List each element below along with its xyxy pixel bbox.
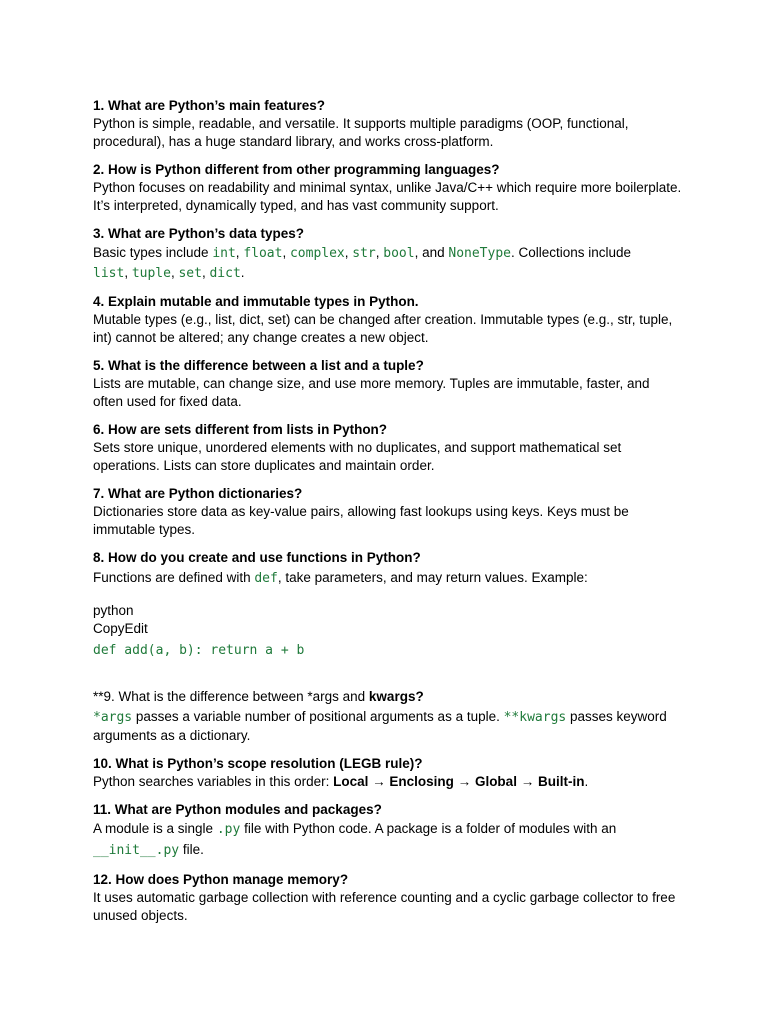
qa-item-10 [93,755,683,791]
code-snippet: def add(a, b): return a + b [93,643,305,658]
code-kwargs: **kwargs [503,710,567,725]
sep: , [124,265,132,280]
qa-item-3 [93,225,683,283]
answer-9-text: passes a variable number of positional arguments as a tuple. [132,709,504,724]
scope-global: Global [474,774,517,789]
sep: , [344,245,353,260]
qa-item-6 [93,421,683,475]
answer-7: Dictionaries store data as key-value pairs, allowing fast lookups using keys. Keys must be immutable types. [93,504,629,537]
answer-10 [93,773,683,791]
code-str: str [352,246,376,261]
qa-item-5 [93,357,683,411]
question-12: 12. How does Python manage memory? [93,872,349,887]
sep: , [170,265,179,280]
qa-item-7 [93,485,683,539]
question-7: 7. What are Python dictionaries? [93,486,303,501]
code-def: def [254,571,278,586]
qa-item-2 [93,161,683,215]
answer-8-text: Functions are defined with [93,570,255,585]
code-dict: dict [209,266,241,281]
sep: , [235,245,244,260]
answer-8-text-post: , take parameters, and may return values. Example: [277,570,588,585]
qa-item-11 [93,801,683,861]
question-5: 5. What is the difference between a list and a tuple? [93,358,424,373]
scope-local: Local [333,774,369,789]
code-block [93,602,683,660]
question-2: 2. How is Python different from other programming languages? [93,162,500,177]
sep: , [375,245,384,260]
scope-enclosing: Enclosing [389,774,454,789]
answer-2: Python focuses on readability and minimal syntax, unlike Java/C++ which require more boilerplate. It’s interpreted, dynamically typed, and has vast community support. [93,180,682,213]
question-9-text: **9. What is the difference between *args and [93,689,369,704]
question-9-bold: kwargs? [368,689,424,704]
code-py: .py [216,822,241,837]
question-10: 10. What is Python’s scope resolution (LEGB rule)? [93,756,423,771]
code-args: *args [93,710,133,725]
answer-1: Python is simple, readable, and versatile. It supports multiple paradigms (OOP, functional, procedural), has a huge standard library, and works cross-platform. [93,116,629,149]
question-11: 11. What are Python modules and packages? [93,802,382,817]
answer-9 [93,708,683,745]
question-8: 8. How do you create and use functions in Python? [93,550,421,565]
code-set: set [178,266,202,281]
arrow-icon: → [368,774,390,789]
code-init-py: __init__.py [93,843,180,858]
code-nonetype: NoneType [448,246,511,261]
question-3: 3. What are Python’s data types? [93,226,305,241]
code-complex: complex [289,246,345,261]
answer-8 [93,569,683,588]
answer-3-collections-text: . Collections include [511,245,632,260]
sep: , [282,245,290,260]
answer-3 [93,243,683,283]
question-4: 4. Explain mutable and immutable types in Python. [93,294,419,309]
arrow-icon: → [516,774,538,789]
qa-item-12 [93,871,683,925]
copy-edit-label: CopyEdit [93,621,148,636]
sep: , [201,265,210,280]
answer-12: It uses automatic garbage collection with reference counting and a cyclic garbage collector to free unused objects. [93,890,676,923]
answer-4: Mutable types (e.g., list, dict, set) can be changed after creation. Immutable types (e.g., str, tuple, int) cannot be altered; any change creates a new object. [93,312,673,345]
spacer [93,660,683,688]
sep: , and [414,245,449,260]
answer-10-text: Python searches variables in this order: [93,774,334,789]
answer-11 [93,819,683,861]
question-6: 6. How are sets different from lists in Python? [93,422,388,437]
period: . [240,265,245,280]
answer-5: Lists are mutable, can change size, and use more memory. Tuples are immutable, faster, and often used for fixed data. [93,376,650,409]
question-1: 1. What are Python’s main features? [93,98,326,113]
qa-item-9 [93,688,683,745]
answer-3-text: Basic types include [93,245,213,260]
answer-9-text-post: passes keyword arguments as a dictionary. [93,709,667,743]
answer-11-text-mid: file with Python code. A package is a folder of modules with an [240,821,617,836]
arrow-icon: → [453,774,475,789]
answer-6: Sets store unique, unordered elements with no duplicates, and support mathematical set operations. Lists can store duplicates and maintain order. [93,440,622,473]
qa-item-4 [93,293,683,347]
code-int: int [212,246,236,261]
code-list: list [93,266,125,281]
period: . [584,774,589,789]
scope-builtin: Built-in [537,774,585,789]
answer-11-text: A module is a single [93,821,217,836]
qa-item-8 [93,549,683,688]
answer-11-text-post: file. [179,842,204,857]
code-language-label: python [93,603,134,618]
code-bool: bool [383,246,415,261]
code-float: float [243,246,283,261]
code-tuple: tuple [131,266,171,281]
document-content [93,97,683,935]
question-9 [93,688,683,706]
qa-item-1 [93,97,683,151]
